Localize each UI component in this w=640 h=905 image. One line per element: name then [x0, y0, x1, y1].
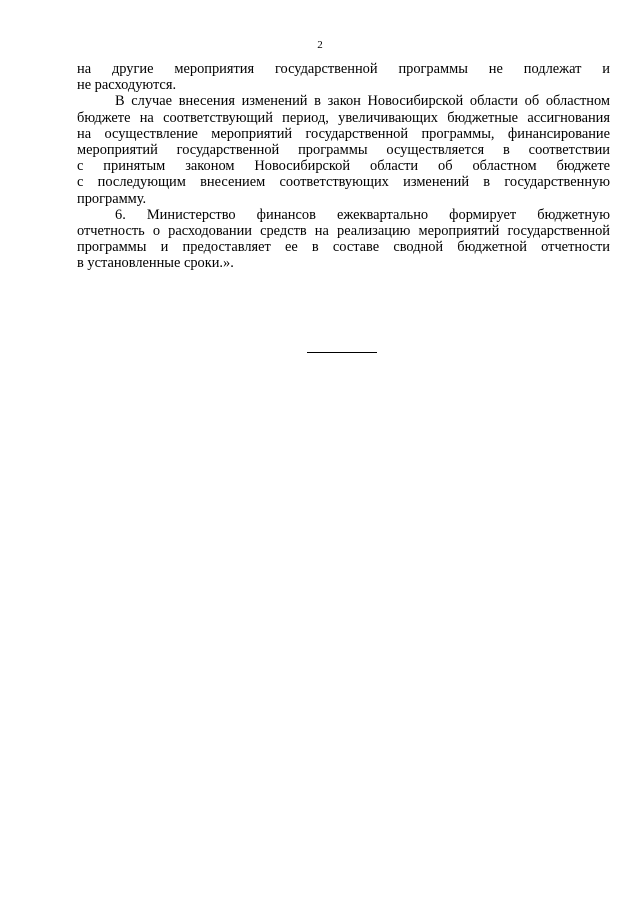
text-line: с последующим внесением соответствующих изменений в государственную [77, 174, 610, 191]
text-line: бюджете на соответствующий период, увеличивающих бюджетные ассигнования [77, 109, 610, 126]
page-number: 2 [317, 39, 323, 51]
paragraph-3 [77, 207, 610, 272]
text-line: отчетность о расходовании средств на реализацию мероприятий государственной [77, 223, 610, 240]
text-line: 6. Министерство финансов ежеквартально формирует бюджетную [115, 206, 610, 223]
text-line: программы и предоставляет ее в составе сводной бюджетной отчетности [77, 239, 610, 256]
text-line: не расходуются. [77, 77, 177, 94]
document-body [77, 61, 610, 272]
text-line: мероприятий государственной программы осуществляется в соответствии [77, 142, 610, 159]
text-line: на осуществление мероприятий государственной программы, финансирование [77, 125, 610, 142]
text-line: программу. [77, 190, 147, 207]
text-line: с принятым законом Новосибирской области об областном бюджете [77, 158, 610, 175]
text-line: в установленные сроки.». [77, 255, 234, 272]
end-separator-line [307, 352, 377, 353]
text-line: В случае внесения изменений в закон Новосибирской области об областном [115, 93, 610, 110]
text-line: на другие мероприятия государственной программы не подлежат и [77, 61, 610, 77]
paragraph-2 [77, 93, 610, 206]
paragraph-1 [77, 61, 610, 93]
